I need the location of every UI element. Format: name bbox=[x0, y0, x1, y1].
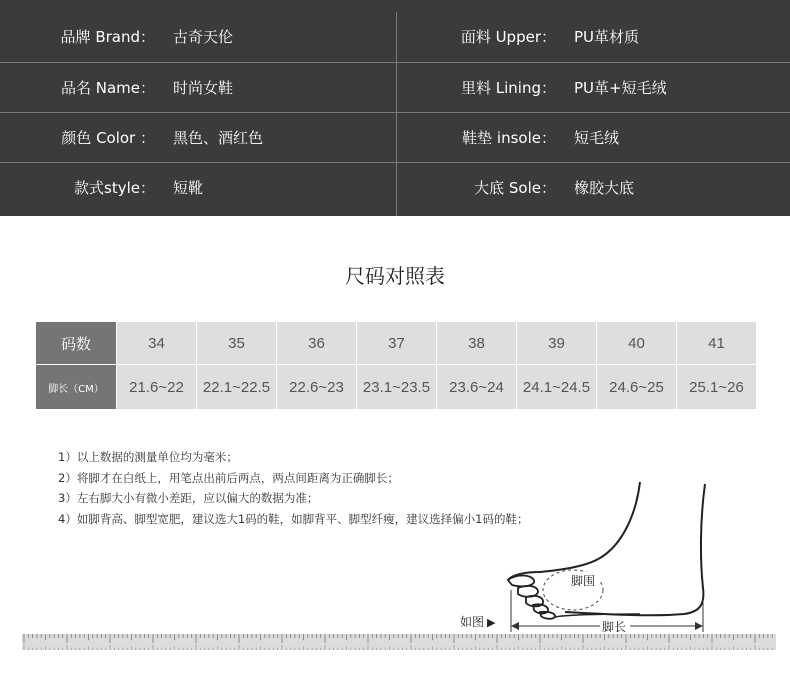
size-chart-table bbox=[35, 321, 757, 410]
arrow-left-icon bbox=[511, 622, 519, 630]
arrow-right-icon bbox=[695, 622, 703, 630]
size-cell: 38 bbox=[437, 322, 517, 365]
length-cell: 23.6~24 bbox=[437, 365, 517, 410]
note-item: 2）将脚才在白纸上，用笔点出前后两点，两点间距离为正确脚长； bbox=[58, 470, 399, 485]
as-shown-label: 如图 bbox=[460, 615, 485, 629]
spec-brand: 品牌 Brand： 古奇天伦 bbox=[60, 28, 234, 46]
girth-label: 脚围 bbox=[571, 574, 596, 588]
length-cell: 24.1~24.5 bbox=[517, 365, 597, 410]
size-cell: 35 bbox=[197, 322, 277, 365]
toes-icon bbox=[508, 576, 555, 619]
note-item: 1）以上数据的测量单位均为毫米； bbox=[58, 450, 238, 464]
foot-measurement-illustration bbox=[0, 470, 790, 650]
size-cell: 37 bbox=[357, 322, 437, 365]
play-arrow-icon: ▶ bbox=[487, 616, 496, 629]
spec-upper: 面料 Upper： PU革材质 bbox=[460, 28, 640, 46]
spec-color: 颜色 Color ： 黑色、酒红色 bbox=[61, 129, 264, 147]
size-row bbox=[36, 322, 757, 365]
size-cell: 34 bbox=[117, 322, 197, 365]
spec-name: 品名 Name： 时尚女鞋 bbox=[60, 79, 234, 97]
spec-lining: 里料 Lining： PU革+短毛绒 bbox=[461, 79, 667, 97]
size-cell: 40 bbox=[597, 322, 677, 365]
size-cell: 36 bbox=[277, 322, 357, 365]
product-spec-table bbox=[0, 0, 790, 216]
spec-row bbox=[0, 163, 790, 213]
size-cell: 41 bbox=[677, 322, 757, 365]
length-cell: 21.6~22 bbox=[117, 365, 197, 410]
spec-row-divider bbox=[0, 112, 790, 113]
length-cell: 23.1~23.5 bbox=[357, 365, 437, 410]
spec-row-divider bbox=[0, 62, 790, 63]
foot-outline bbox=[508, 482, 640, 580]
spec-row bbox=[0, 113, 790, 163]
size-chart-title: 尺码对照表 bbox=[345, 264, 445, 288]
spec-insole: 鞋垫 insole： 短毛绒 bbox=[462, 129, 620, 147]
spec-row bbox=[0, 12, 790, 62]
length-cell: 22.1~22.5 bbox=[197, 365, 277, 410]
note-item: 3）左右脚大小有微小差距，应以偏大的数据为准； bbox=[58, 491, 319, 505]
spec-style: 款式style： 短靴 bbox=[74, 179, 204, 197]
note-item: 4）如脚背高、脚型宽肥，建议选大1码的鞋，如脚背平、脚型纤瘦，建议选择偏小1码的鞋； bbox=[58, 511, 529, 526]
spec-row bbox=[0, 63, 790, 113]
ruler-ticks bbox=[22, 634, 776, 650]
spec-row-divider bbox=[0, 162, 790, 163]
length-cell: 22.6~23 bbox=[277, 365, 357, 410]
length-label: 脚长 bbox=[602, 620, 627, 634]
length-cell: 24.6~25 bbox=[597, 365, 677, 410]
size-header-cell: 码数 bbox=[36, 322, 117, 365]
size-cell: 39 bbox=[517, 322, 597, 365]
length-cell: 25.1~26 bbox=[677, 365, 757, 410]
length-row bbox=[36, 365, 757, 410]
ruler bbox=[22, 634, 776, 650]
length-header-cell: 脚长（CM） bbox=[36, 365, 117, 410]
spec-sole: 大底 Sole： 橡胶大底 bbox=[474, 179, 635, 197]
